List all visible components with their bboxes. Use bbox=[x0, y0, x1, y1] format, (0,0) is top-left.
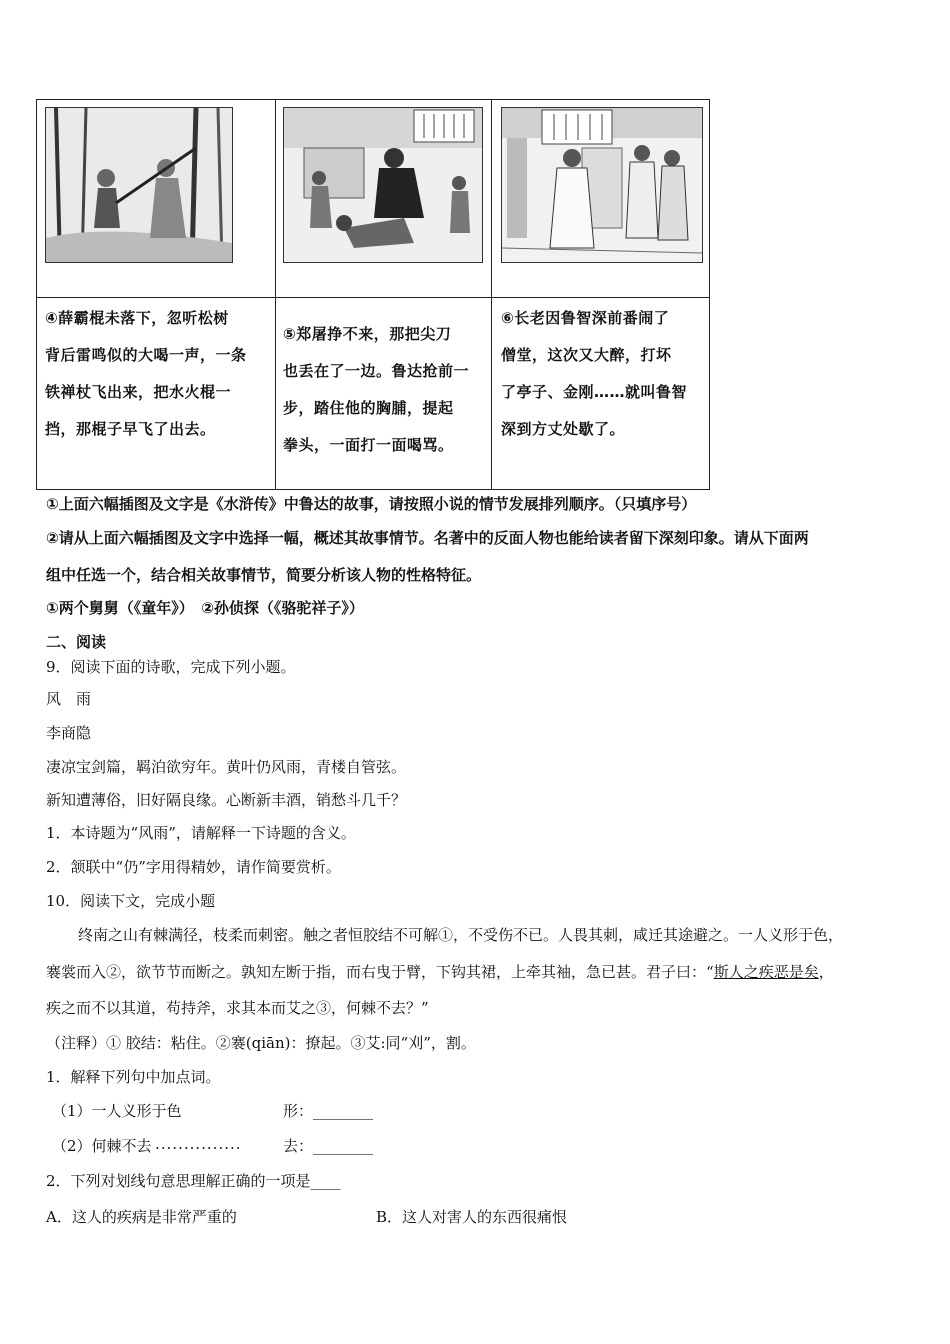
underlined-sentence: 斯人之疾恶是矣 bbox=[713, 963, 819, 981]
passage-text: 褰裳而入②，欲节节而断之。孰知左断于指，而右曳于臂，下钩其裙，上牵其袖，急已甚。君子曰：“ bbox=[46, 963, 714, 981]
caption-line: 也丢在了一边。鲁达抢前一 bbox=[283, 362, 470, 380]
option-b: B．这人对害人的东西很痛恨 bbox=[376, 1208, 568, 1226]
passage-line: 疾之而不以其道，苟持斧，求其本而艾之③，何棘不去？” bbox=[46, 999, 429, 1017]
question-8-options: ①两个舅舅（《童年》） ②孙侦探（《骆驼祥子》） bbox=[46, 599, 364, 617]
caption-line: 深到方丈处歇了。 bbox=[501, 420, 626, 438]
question-8-2-cont: 组中任选一个，结合相关故事情节，简要分析该人物的性格特征。 bbox=[46, 566, 482, 584]
item-1-left: （1）一人义形于色 bbox=[52, 1102, 182, 1120]
poem-line: 新知遭薄俗，旧好隔良缘。心断新丰酒，销愁斗几千？ bbox=[46, 791, 407, 809]
comic-table bbox=[36, 99, 710, 490]
caption-line: 僧堂，这次又大醉，打坏 bbox=[501, 346, 672, 364]
question-10-2: 2．下列对划线句意思理解正确的一项是____ bbox=[46, 1172, 341, 1190]
passage-line: 终南之山有棘满径，枝柔而刺密。触之者恒胶结不可解①，不受伤不已。人畏其刺，咸迁其途避之。一人义形于色， bbox=[78, 926, 844, 944]
item-2-left: （2）何棘不去 bbox=[52, 1137, 152, 1155]
passage-text: ， bbox=[818, 963, 834, 981]
option-a: A．这人的疾病是非常严重的 bbox=[46, 1208, 237, 1226]
caption-line: 了亭子、金刚……就叫鲁智 bbox=[501, 383, 688, 401]
illustration-street-fight bbox=[283, 107, 483, 263]
notes: （注释）① 胶结：粘住。②褰(qiān)：撩起。③艾:同“刈”，割。 bbox=[46, 1034, 476, 1052]
caption-line: ⑥长老因鲁智深前番闹了 bbox=[501, 309, 670, 327]
caption-line: ④薛霸棍未落下，忽听松树 bbox=[45, 309, 229, 327]
poem-author: 李商隐 bbox=[46, 724, 92, 742]
item-1-answer: 形：________ bbox=[283, 1102, 374, 1120]
caption-4 bbox=[45, 300, 271, 448]
table-divider bbox=[275, 100, 276, 489]
caption-line: 背后雷鸣似的大喝一声，一条 bbox=[45, 346, 247, 364]
caption-5 bbox=[283, 316, 487, 464]
illustration-forest bbox=[45, 107, 233, 263]
question-10-1: 1．解释下列句中加点词。 bbox=[46, 1068, 221, 1086]
poem-title: 风 雨 bbox=[46, 690, 92, 708]
question-8-2: ②请从上面六幅插图及文字中选择一幅，概述其故事情节。名著中的反面人物也能给读者留下深刻印象。请从下面两 bbox=[46, 529, 809, 547]
question-9-intro: 9．阅读下面的诗歌，完成下列小题。 bbox=[46, 658, 296, 676]
item-2-answer: 去：________ bbox=[283, 1137, 374, 1155]
caption-line: 挡，那棍子早飞了出去。 bbox=[45, 420, 216, 438]
caption-line: 拳头，一面打一面喝骂。 bbox=[283, 436, 454, 454]
caption-line: 步，踏住他的胸脯，提起 bbox=[283, 399, 454, 417]
passage-line bbox=[46, 961, 834, 982]
question-9-2: 2．颔联中“仍”字用得精妙，请作简要赏析。 bbox=[46, 858, 341, 876]
table-divider bbox=[37, 297, 709, 298]
question-10-intro: 10．阅读下文，完成小题 bbox=[46, 892, 216, 910]
caption-line: ⑤郑屠挣不来，那把尖刀 bbox=[283, 325, 452, 343]
section-heading: 二、阅读 bbox=[46, 633, 107, 651]
question-8-1: ①上面六幅插图及文字是《水浒传》中鲁达的故事，请按照小说的情节发展排列顺序。（只填序号） bbox=[46, 495, 697, 513]
question-9-1: 1．本诗题为“风雨”，请解释一下诗题的含义。 bbox=[46, 824, 356, 842]
dot-emphasis: ............... bbox=[155, 1135, 242, 1153]
illustration-temple bbox=[501, 107, 703, 263]
poem-line: 凄凉宝剑篇，羁泊欲穷年。黄叶仍风雨，青楼自管弦。 bbox=[46, 758, 407, 776]
caption-line: 铁禅杖飞出来，把水火棍一 bbox=[45, 383, 232, 401]
caption-6 bbox=[501, 300, 707, 448]
table-divider bbox=[491, 100, 492, 489]
